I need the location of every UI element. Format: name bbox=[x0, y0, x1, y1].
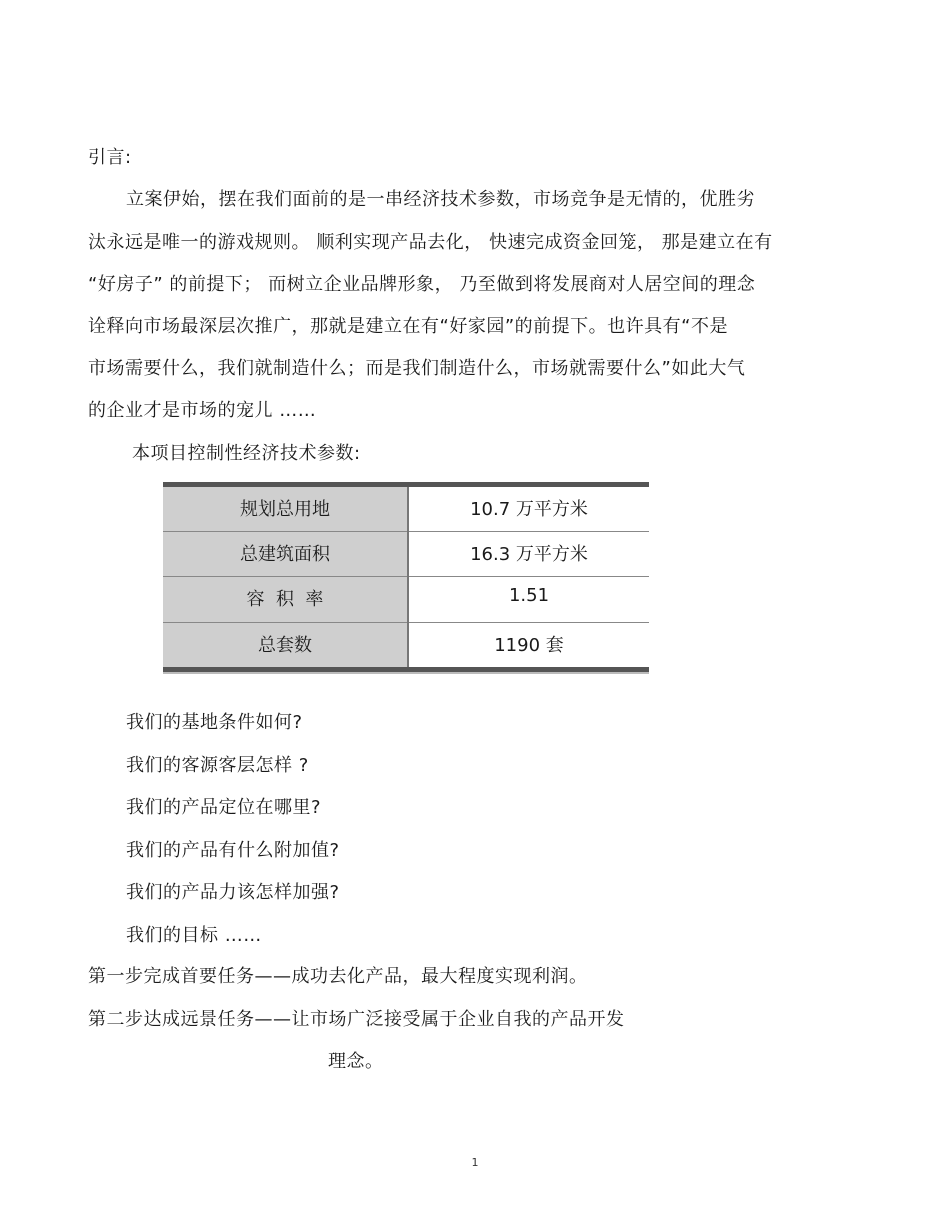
paragraph-line: 的企业才是市场的宠儿 …… bbox=[88, 400, 317, 421]
param-value: 1190 套 bbox=[408, 622, 649, 669]
step-item: 第一步完成首要任务——成功去化产品，最大程度实现利润。 bbox=[88, 966, 588, 987]
param-label: 规划总用地 bbox=[163, 485, 408, 532]
step-item: 第二步达成远景任务——让市场广泛接受属于企业自我的产品开发 bbox=[88, 1009, 625, 1030]
param-value: 10.7 万平方米 bbox=[408, 485, 649, 532]
table-intro: 本项目控制性经济技术参数: bbox=[132, 443, 361, 464]
param-value: 16.3 万平方米 bbox=[408, 532, 649, 577]
intro-heading: 引言: bbox=[88, 147, 132, 168]
step-continuation: 理念。 bbox=[328, 1051, 384, 1072]
question-item: 我们的目标 …… bbox=[126, 925, 262, 946]
table-row bbox=[163, 577, 649, 622]
page-number: 1 bbox=[471, 1156, 479, 1169]
table-row bbox=[163, 532, 649, 577]
paragraph-line: 市场需要什么，我们就制造什么；而是我们制造什么，市场就需要什么”如此大气 bbox=[88, 358, 746, 379]
question-item: 我们的产品定位在哪里? bbox=[126, 797, 322, 818]
paragraph-line: 诠释向市场最深层次推广，那就是建立在有“好家园”的前提下。也许具有“不是 bbox=[88, 316, 728, 337]
paragraph-line: 汰永远是唯一的游戏规则。 顺利实现产品去化， 快速完成资金回笼， 那是建立在有 bbox=[88, 232, 773, 253]
param-label: 总套数 bbox=[163, 622, 408, 669]
paragraph-line: “好房子” 的前提下； 而树立企业品牌形象， 乃至做到将发展商对人居空间的理念 bbox=[88, 274, 756, 295]
question-item: 我们的产品力该怎样加强? bbox=[126, 882, 340, 903]
paragraph-line: 立案伊始，摆在我们面前的是一串经济技术参数，市场竞争是无情的，优胜劣 bbox=[126, 189, 755, 210]
param-value: 1.51 bbox=[408, 577, 649, 622]
param-label: 容 积 率 bbox=[163, 577, 408, 622]
question-item: 我们的基地条件如何? bbox=[126, 712, 303, 733]
table-row bbox=[163, 485, 649, 532]
question-item: 我们的产品有什么附加值? bbox=[126, 840, 340, 861]
question-item: 我们的客源客层怎样 ? bbox=[126, 755, 309, 776]
param-label: 总建筑面积 bbox=[163, 532, 408, 577]
params-table bbox=[163, 482, 649, 672]
table-row bbox=[163, 622, 649, 669]
